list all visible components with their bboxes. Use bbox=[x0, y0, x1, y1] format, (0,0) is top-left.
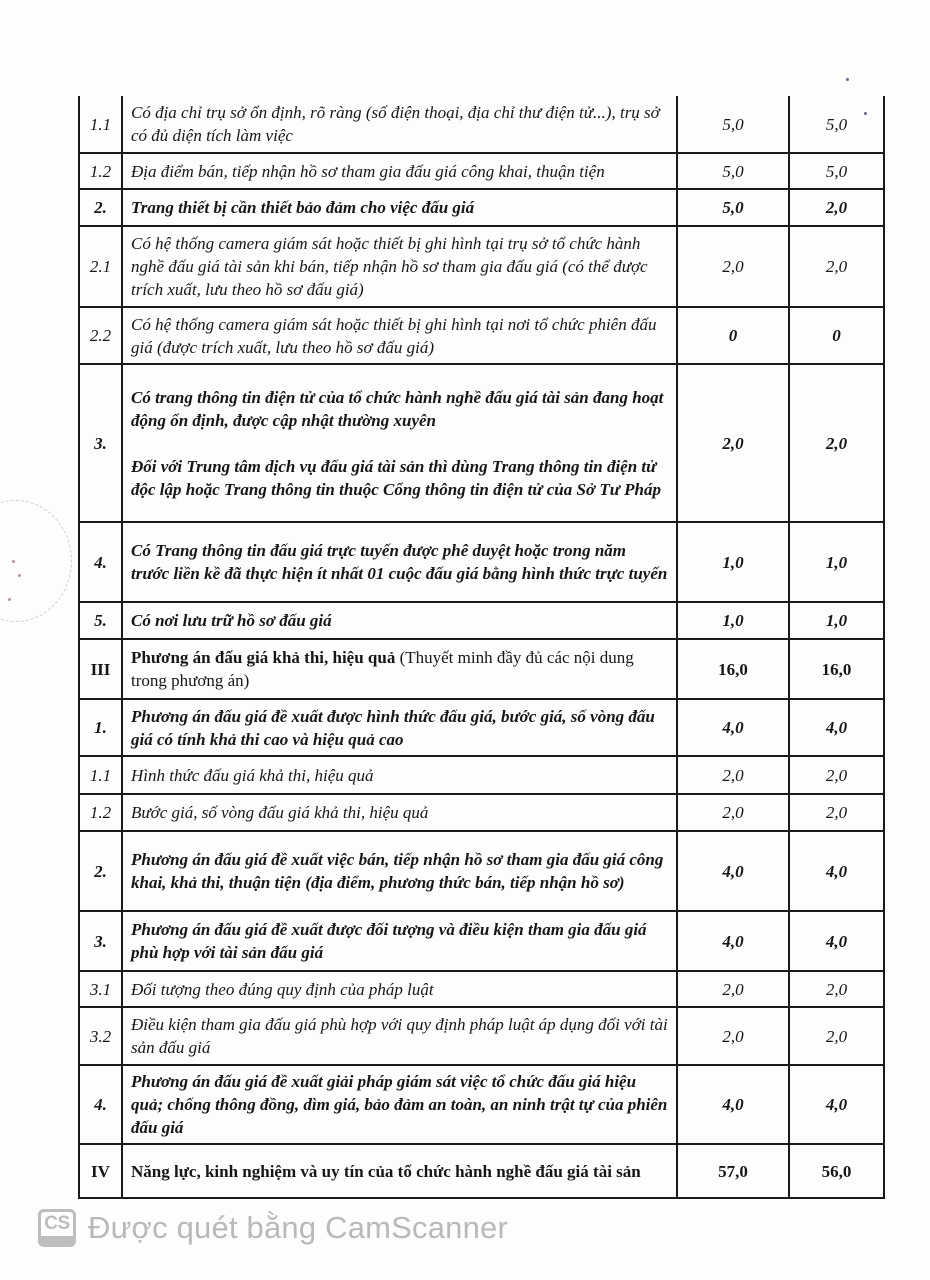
row-content bbox=[122, 1144, 677, 1198]
max-score: 2,0 bbox=[677, 1007, 789, 1065]
table-row bbox=[79, 226, 884, 307]
row-number: 3.1 bbox=[79, 971, 122, 1007]
table-row bbox=[79, 1065, 884, 1144]
row-content-main: Có trang thông tin điện tử của tổ chức hành nghề đấu giá tài sản đang hoạt động ổn định, được cập nhật thường xuyên bbox=[131, 387, 664, 430]
table-row bbox=[79, 189, 884, 226]
row-content: Phương án đấu giá đề xuất giải pháp giám sát việc tổ chức đấu giá hiệu quả; chống thông đồng, dìm giá, bảo đảm an toàn, an ninh trật tự của phiên đấu giá bbox=[122, 1065, 677, 1144]
awarded-score: 2,0 bbox=[789, 756, 884, 794]
max-score: 0 bbox=[677, 307, 789, 364]
row-number: 3. bbox=[79, 364, 122, 522]
row-content: Bước giá, số vòng đấu giá khả thi, hiệu quả bbox=[122, 794, 677, 831]
row-content: Phương án đấu giá đề xuất được hình thức đấu giá, bước giá, số vòng đấu giá có tính khả thi cao và hiệu quả cao bbox=[122, 699, 677, 756]
max-score: 2,0 bbox=[677, 364, 789, 522]
stamp-dot bbox=[8, 598, 11, 601]
table-row bbox=[79, 794, 884, 831]
max-score: 1,0 bbox=[677, 522, 789, 602]
max-score: 2,0 bbox=[677, 971, 789, 1007]
row-number: 4. bbox=[79, 1065, 122, 1144]
table-row bbox=[79, 307, 884, 364]
row-content: Có hệ thống camera giám sát hoặc thiết bị ghi hình tại trụ sở tổ chức hành nghề đấu giá tài sản khi bán, tiếp nhận hồ sơ tham gia đấu giá (có thể được trích xuất, lưu theo hồ sơ đấu giá) bbox=[122, 226, 677, 307]
scoring-table bbox=[78, 96, 885, 1199]
row-content: Phương án đấu giá đề xuất được đối tượng và điều kiện tham gia đấu giá phù hợp với tài sản đấu giá bbox=[122, 911, 677, 971]
max-score: 2,0 bbox=[677, 226, 789, 307]
row-content: Trang thiết bị cần thiết bảo đảm cho việc đấu giá bbox=[122, 189, 677, 226]
awarded-score: 16,0 bbox=[789, 639, 884, 699]
awarded-score: 2,0 bbox=[789, 364, 884, 522]
logo-strip bbox=[41, 1236, 73, 1244]
row-content-rest: (Thuyết minh đầy đủ các nội dung trong phương án) bbox=[131, 648, 634, 690]
awarded-score: 4,0 bbox=[789, 831, 884, 911]
row-content: Địa điểm bán, tiếp nhận hồ sơ tham gia đấu giá công khai, thuận tiện bbox=[122, 153, 677, 189]
row-number: 3. bbox=[79, 911, 122, 971]
max-score: 16,0 bbox=[677, 639, 789, 699]
awarded-score: 4,0 bbox=[789, 911, 884, 971]
stamp-dot bbox=[12, 560, 15, 563]
table-row bbox=[79, 699, 884, 756]
row-content bbox=[122, 639, 677, 699]
awarded-score: 4,0 bbox=[789, 1065, 884, 1144]
table-row bbox=[79, 96, 884, 153]
awarded-score: 5,0 bbox=[789, 153, 884, 189]
stamp-dot bbox=[18, 574, 21, 577]
row-number: III bbox=[79, 639, 122, 699]
row-content-lead: Phương án đấu giá khả thi, hiệu quả bbox=[131, 648, 396, 667]
table-row bbox=[79, 153, 884, 189]
table-row bbox=[79, 756, 884, 794]
awarded-score: 0 bbox=[789, 307, 884, 364]
row-content-text: Năng lực, kinh nghiệm và uy tín của tổ chức hành nghề đấu giá tài sản bbox=[131, 1161, 641, 1181]
awarded-score: 2,0 bbox=[789, 189, 884, 226]
row-content: Có Trang thông tin đấu giá trực tuyến được phê duyệt hoặc trong năm trước liền kề đã thực hiện ít nhất 01 cuộc đấu giá bằng hình thức trực tuyến bbox=[122, 522, 677, 602]
awarded-score: 5,0 bbox=[789, 96, 884, 153]
table-row bbox=[79, 831, 884, 911]
row-content: Có hệ thống camera giám sát hoặc thiết bị ghi hình tại nơi tổ chức phiên đấu giá (được trích xuất, lưu theo hồ sơ đấu giá) bbox=[122, 307, 677, 364]
awarded-score: 2,0 bbox=[789, 794, 884, 831]
table-row bbox=[79, 602, 884, 639]
max-score: 4,0 bbox=[677, 699, 789, 756]
row-number: 1.1 bbox=[79, 96, 122, 153]
stamp-trace-icon bbox=[0, 500, 72, 622]
row-number: IV bbox=[79, 1144, 122, 1198]
watermark-text: Được quét bằng CamScanner bbox=[88, 1210, 509, 1245]
scan-speck bbox=[846, 78, 849, 81]
max-score: 4,0 bbox=[677, 831, 789, 911]
row-content: Đối tượng theo đúng quy định của pháp luật bbox=[122, 971, 677, 1007]
row-number: 1. bbox=[79, 699, 122, 756]
max-score: 4,0 bbox=[677, 1065, 789, 1144]
row-content: Hình thức đấu giá khả thi, hiệu quả bbox=[122, 756, 677, 794]
max-score: 2,0 bbox=[677, 794, 789, 831]
max-score: 5,0 bbox=[677, 153, 789, 189]
row-content-note: Đối với Trung tâm dịch vụ đấu giá tài sản thì dùng Trang thông tin điện tử độc lập hoặc Trang thông tin thuộc Cổng thông tin điện tử của Sở Tư Pháp bbox=[131, 456, 661, 499]
table-row bbox=[79, 911, 884, 971]
row-number: 2. bbox=[79, 189, 122, 226]
awarded-score: 4,0 bbox=[789, 699, 884, 756]
row-content: Điều kiện tham gia đấu giá phù hợp với quy định pháp luật áp dụng đối với tài sản đấu giá bbox=[122, 1007, 677, 1065]
camscanner-watermark bbox=[38, 1208, 508, 1248]
max-score: 4,0 bbox=[677, 911, 789, 971]
row-content: Phương án đấu giá đề xuất việc bán, tiếp nhận hồ sơ tham gia đấu giá công khai, khả thi, thuận tiện (địa điểm, phương thức bán, tiếp nhận hồ sơ) bbox=[122, 831, 677, 911]
paragraph-gap bbox=[131, 432, 668, 455]
awarded-score: 2,0 bbox=[789, 971, 884, 1007]
row-number: 2.2 bbox=[79, 307, 122, 364]
row-content bbox=[122, 364, 677, 522]
max-score: 2,0 bbox=[677, 756, 789, 794]
row-number: 2. bbox=[79, 831, 122, 911]
max-score: 1,0 bbox=[677, 602, 789, 639]
row-number: 4. bbox=[79, 522, 122, 602]
camscanner-logo-icon bbox=[38, 1209, 76, 1247]
row-content: Có địa chỉ trụ sở ổn định, rõ ràng (số điện thoại, địa chỉ thư điện tử...), trụ sở có đủ diện tích làm việc bbox=[122, 96, 677, 153]
row-number: 5. bbox=[79, 602, 122, 639]
table-row bbox=[79, 1007, 884, 1065]
row-number: 1.2 bbox=[79, 794, 122, 831]
max-score: 5,0 bbox=[677, 189, 789, 226]
table-row bbox=[79, 1144, 884, 1198]
row-number: 2.1 bbox=[79, 226, 122, 307]
max-score: 57,0 bbox=[677, 1144, 789, 1198]
row-content: Có nơi lưu trữ hồ sơ đấu giá bbox=[122, 602, 677, 639]
row-number: 3.2 bbox=[79, 1007, 122, 1065]
logo-text: CS bbox=[44, 1213, 70, 1234]
awarded-score: 56,0 bbox=[789, 1144, 884, 1198]
row-number: 1.1 bbox=[79, 756, 122, 794]
awarded-score: 1,0 bbox=[789, 522, 884, 602]
table-row bbox=[79, 522, 884, 602]
table-row bbox=[79, 971, 884, 1007]
row-number: 1.2 bbox=[79, 153, 122, 189]
table-row bbox=[79, 639, 884, 699]
awarded-score: 2,0 bbox=[789, 1007, 884, 1065]
table-row bbox=[79, 364, 884, 522]
awarded-score: 1,0 bbox=[789, 602, 884, 639]
awarded-score: 2,0 bbox=[789, 226, 884, 307]
max-score: 5,0 bbox=[677, 96, 789, 153]
